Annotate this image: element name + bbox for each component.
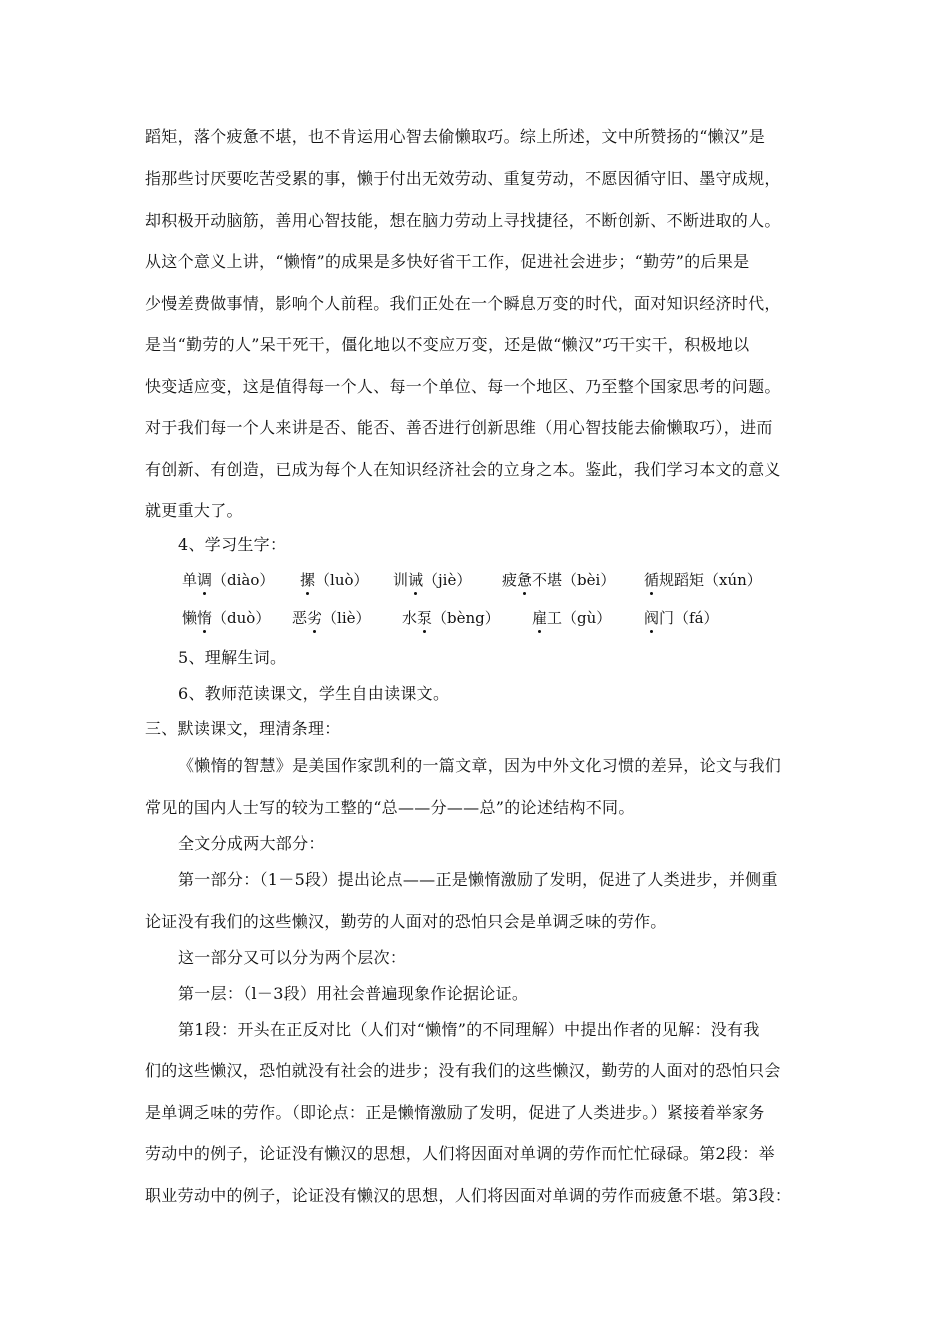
text-line: 就更重大了。 <box>145 501 243 520</box>
text-line: 对于我们每一个人来讲是否、能否、善否进行创新思维（用心智技能去偷懒取巧），进而 <box>145 418 773 437</box>
text-line: 劳动中的例子，论证没有懒汉的思想，人们将因面对单调的劳作而忙忙碌碌。第2段：举 <box>145 1144 775 1163</box>
text-line: 论证没有我们的这些懒汉，勤劳的人面对的恐怕只会是单调乏味的劳作。 <box>145 912 667 931</box>
text-line: 从这个意义上讲，“懒惰”的成果是多快好省干工作，促进社会进步；“勤劳”的后果是 <box>145 252 750 271</box>
char-item: 懒惰（duò） <box>182 609 271 627</box>
text-line: 却积极开动脑筋，善用心智技能，想在脑力劳动上寻找捷径，不断创新、不断进取的人。 <box>145 211 781 230</box>
levels-line: 这一部分又可以分为两个层次： <box>178 948 407 967</box>
text-line: 少慢差费做事情，影响个人前程。我们正处在一个瞬息万变的时代，面对知识经济时代， <box>145 294 781 313</box>
text-line: 常见的国内人士写的较为工整的“总——分——总”的论述结构不同。 <box>145 798 635 817</box>
text-line: 职业劳动中的例子，论证没有懒汉的思想，人们将因面对单调的劳作而疲惫不堪。第3段： <box>145 1186 792 1205</box>
section-3-heading: 三、默读课文，理清条理： <box>145 719 341 738</box>
text-line: 第一部分：（1－5段）提出论点——正是懒惰激励了发明，促进了人类进步，并侧重 <box>178 870 778 889</box>
char-item: 雇工（gù） <box>532 609 612 627</box>
text-line: 快变适应变，这是值得每一个人、每一个单位、每一个地区、乃至整个国家思考的问题。 <box>145 377 781 396</box>
text-line: 指那些讨厌要吃苦受累的事，懒于付出无效劳动、重复劳动，不愿因循守旧、墨守成规， <box>145 169 781 188</box>
char-item: 水泵（bèng） <box>402 609 500 627</box>
text-line: 们的这些懒汉，恐怕就没有社会的进步；没有我们的这些懒汉，勤劳的人面对的恐怕只会 <box>145 1061 781 1080</box>
char-item: 摞（luò） <box>300 571 369 589</box>
layer-1-heading: 第一层：（l－3段）用社会普遍现象作论据论证。 <box>178 984 529 1003</box>
text-line: 蹈矩，落个疲惫不堪，也不肯运用心智去偷懒取巧。综上所述，文中所赞扬的“懒汉”是 <box>145 127 766 146</box>
text-line: 第1段：开头在正反对比（人们对“懒惰”的不同理解）中提出作者的见解：没有我 <box>178 1020 760 1039</box>
char-item: 阀门（fá） <box>644 609 719 627</box>
text-line: 《懒惰的智慧》是美国作家凯利的一篇文章，因为中外文化习惯的差异，论文与我们 <box>178 756 782 775</box>
char-item: 疲惫不堪（bèi） <box>502 571 616 589</box>
char-item: 循规蹈矩（xún） <box>644 571 762 589</box>
step-5-heading: 5、理解生词。 <box>178 648 287 667</box>
text-line: 有创新、有创造，已成为每个人在知识经济社会的立身之本。鉴此，我们学习本文的意义 <box>145 460 781 479</box>
step-4-heading: 4、学习生字： <box>178 535 287 554</box>
text-line: 是单调乏味的劳作。（即论点：正是懒惰激励了发明，促进了人类进步。）紧接着举家务 <box>145 1103 765 1122</box>
text-line: 是当“勤劳的人”呆干死干，僵化地以不变应万变，还是做“懒汉”巧干实干，积极地以 <box>145 335 750 354</box>
step-6-heading: 6、教师范读课文，学生自由读课文。 <box>178 684 450 703</box>
char-item: 恶劣（liè） <box>292 609 371 627</box>
char-item: 训诫（jiè） <box>393 571 472 589</box>
division-line: 全文分成两大部分： <box>178 834 325 853</box>
char-item: 单调（diào） <box>182 571 275 589</box>
